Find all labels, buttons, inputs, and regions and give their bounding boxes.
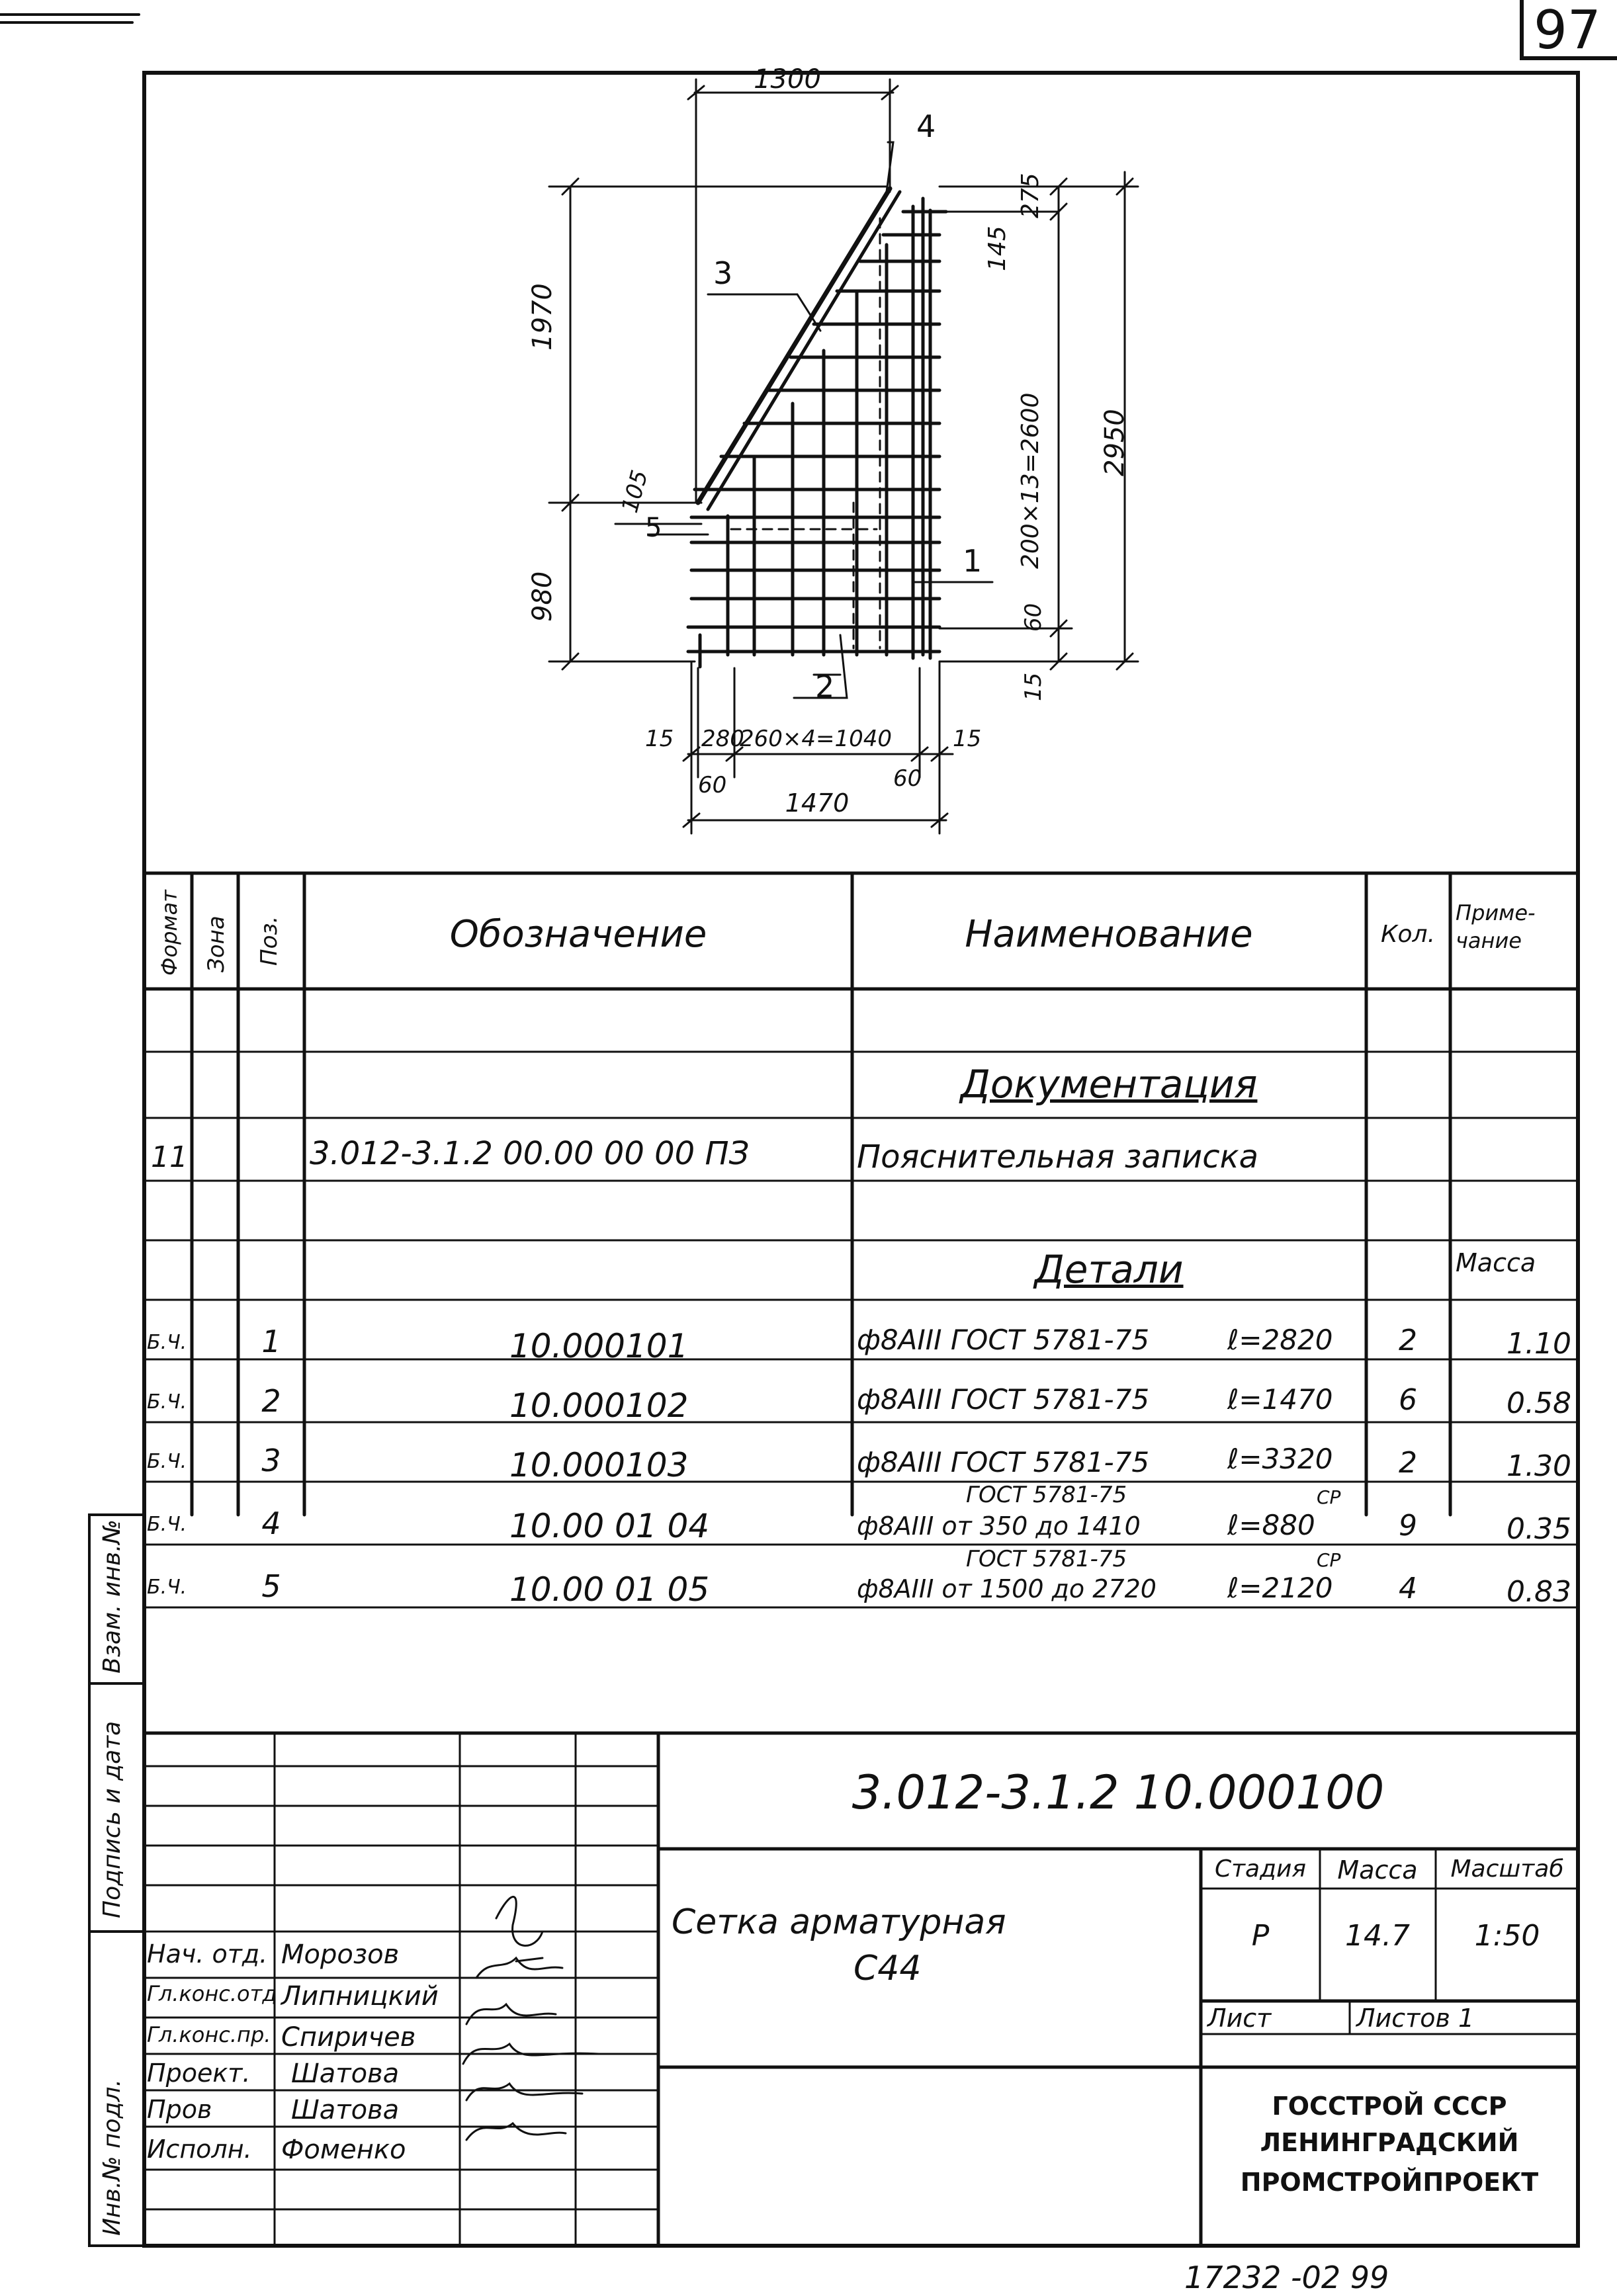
row-pos: 4	[261, 1506, 281, 1541]
row-pos: 5	[261, 1568, 281, 1604]
signature-name: Спиричев	[281, 2022, 416, 2053]
dim-right-second-offset: 145	[984, 226, 1011, 271]
dim-left-upper: 1970	[527, 283, 558, 351]
row-pos: 1	[261, 1324, 281, 1359]
drawing-title-line1: Сетка арматурная	[672, 1902, 1006, 1942]
signature-role: Исполн.	[147, 2135, 252, 2164]
signature-name: Фоменко	[281, 2135, 406, 2165]
dim-top-width: 1300	[754, 64, 821, 95]
signature-name: Шатова	[291, 2095, 400, 2125]
header-qty: Кол.	[1380, 921, 1436, 948]
dim-right-bottom-15: 15	[1020, 672, 1047, 701]
sheets-label: Листов 1	[1356, 2004, 1475, 2033]
signature-role: Нач. отд.	[147, 1939, 268, 1969]
header-name: Наименование	[965, 913, 1253, 956]
side-stamp-inventory: Инв.№ подл.	[99, 2079, 126, 2236]
doc-name: Пояснительная записка	[857, 1138, 1259, 1175]
dim-bottom-spacing: 260×4=1040	[740, 726, 893, 752]
dim-bottom-left-60: 60	[698, 772, 727, 798]
row-designation: 10.000102	[509, 1386, 689, 1425]
drawing-title-line2: С44	[853, 1949, 922, 1988]
stage-value: Р	[1251, 1919, 1270, 1953]
org-line-2: ЛЕНИНГРАДСКИЙ	[1260, 2128, 1519, 2157]
signature-role: Гл.конс.пр.	[147, 2022, 271, 2047]
row-name: ф8АIII ГОСТ 5781-75	[857, 1446, 1150, 1478]
row-length: ℓ=3320	[1227, 1443, 1333, 1475]
row-mass: 0.35	[1507, 1512, 1571, 1546]
row-format: Б.Ч.	[147, 1450, 187, 1473]
dim-right-spacing: 200×13=2600	[1017, 392, 1044, 569]
signature-role: Пров	[147, 2095, 212, 2124]
dim-left-offset: 105	[617, 467, 654, 516]
position-label-3: 3	[713, 255, 733, 291]
row-qty: 6	[1399, 1383, 1417, 1417]
row-mass: 1.30	[1507, 1449, 1571, 1483]
row-length: ℓ=1470	[1227, 1383, 1333, 1416]
org-line-1: ГОССТРОЙ СССР	[1272, 2092, 1507, 2121]
dim-bottom-left-15: 15	[645, 726, 674, 752]
position-label-5: 5	[645, 513, 662, 543]
side-stamp-replacement: Взам. инв.№	[99, 1519, 126, 1674]
row-format: Б.Ч.	[147, 1513, 187, 1536]
position-label-1: 1	[963, 543, 983, 579]
mass-label: Масса	[1337, 1855, 1418, 1885]
row-qty: 2	[1399, 1324, 1417, 1357]
header-designation: Обозначение	[449, 913, 707, 956]
header-format: Формат	[157, 890, 182, 976]
row-format: Б.Ч.	[147, 1331, 187, 1354]
signature-role: Гл.конс.отд	[147, 1981, 277, 2006]
row-designation: 10.000101	[509, 1327, 689, 1365]
row-cp: СР	[1317, 1486, 1341, 1508]
spec-table-grid	[144, 873, 1578, 1515]
row-designation: 10.00 01 04	[509, 1507, 710, 1545]
row-length: ℓ=880	[1227, 1509, 1315, 1541]
row-pos: 2	[261, 1383, 281, 1419]
doc-designation: 3.012-3.1.2 00.00 00 00 ПЗ	[310, 1135, 750, 1172]
dim-right-bottom-60: 60	[1020, 603, 1047, 632]
row-pos: 3	[261, 1443, 281, 1478]
details-mass-header: Масса	[1456, 1248, 1536, 1277]
row-name-top: ГОСТ 5781-75	[966, 1546, 1127, 1572]
doc-format: 11	[151, 1140, 188, 1174]
dim-bottom-total: 1470	[785, 788, 850, 818]
corner-sheet-number: 97	[1534, 0, 1601, 61]
row-length: ℓ=2120	[1227, 1572, 1333, 1604]
row-designation: 10.000103	[509, 1446, 689, 1484]
row-format: Б.Ч.	[147, 1390, 187, 1414]
signature-name: Липницкий	[281, 1981, 439, 2012]
row-cp: СР	[1317, 1549, 1341, 1571]
row-mass: 1.10	[1507, 1327, 1571, 1361]
row-designation: 10.00 01 05	[509, 1570, 710, 1609]
org-line-3: ПРОМСТРОЙПРОЕКТ	[1240, 2168, 1539, 2197]
scale-value: 1:50	[1474, 1919, 1540, 1953]
section-documentation: Документация	[960, 1062, 1258, 1107]
row-qty: 9	[1399, 1509, 1417, 1543]
row-name-top: ГОСТ 5781-75	[966, 1482, 1127, 1508]
signature-role: Проект.	[147, 2059, 251, 2088]
dim-bottom-right-15: 15	[953, 726, 982, 752]
row-qty: 2	[1399, 1446, 1417, 1480]
mass-value: 14.7	[1345, 1919, 1410, 1953]
scale-label: Масштаб	[1450, 1855, 1564, 1883]
dim-right-top-offset: 275	[1017, 173, 1044, 218]
row-length: ℓ=2820	[1227, 1324, 1333, 1356]
sheet-label: Лист	[1207, 2004, 1272, 2033]
stage-label: Стадия	[1214, 1855, 1307, 1883]
row-format: Б.Ч.	[147, 1576, 187, 1599]
dim-bottom-280: 280	[701, 726, 744, 752]
signature-name: Морозов	[281, 1939, 400, 1970]
footer-number: 17232 -02 99	[1184, 2260, 1389, 2295]
drawing-code: 3.012-3.1.2 10.000100	[852, 1765, 1385, 1820]
section-details: Детали	[1034, 1247, 1184, 1292]
dim-bottom-right-60: 60	[893, 765, 922, 792]
row-qty: 4	[1399, 1572, 1417, 1605]
dim-right-total: 2950	[1100, 409, 1130, 476]
header-pos: Поз.	[256, 915, 283, 966]
side-stamp-signature: Подпись и дата	[99, 1721, 126, 1918]
header-note: Приме-чание	[1456, 900, 1536, 953]
header-zone: Зона	[203, 915, 230, 972]
dim-left-lower: 980	[527, 571, 558, 622]
row-name: ф8АIII ГОСТ 5781-75	[857, 1383, 1150, 1416]
row-name: ф8АIII от 350 до 1410	[857, 1511, 1141, 1541]
row-name: ф8АIII ГОСТ 5781-75	[857, 1324, 1150, 1356]
signature-name: Шатова	[291, 2059, 400, 2089]
row-mass: 0.83	[1507, 1575, 1571, 1609]
position-label-4: 4	[916, 108, 936, 144]
row-mass: 0.58	[1507, 1386, 1571, 1420]
row-name: ф8АIII от 1500 до 2720	[857, 1574, 1157, 1603]
position-label-2: 2	[815, 669, 835, 704]
